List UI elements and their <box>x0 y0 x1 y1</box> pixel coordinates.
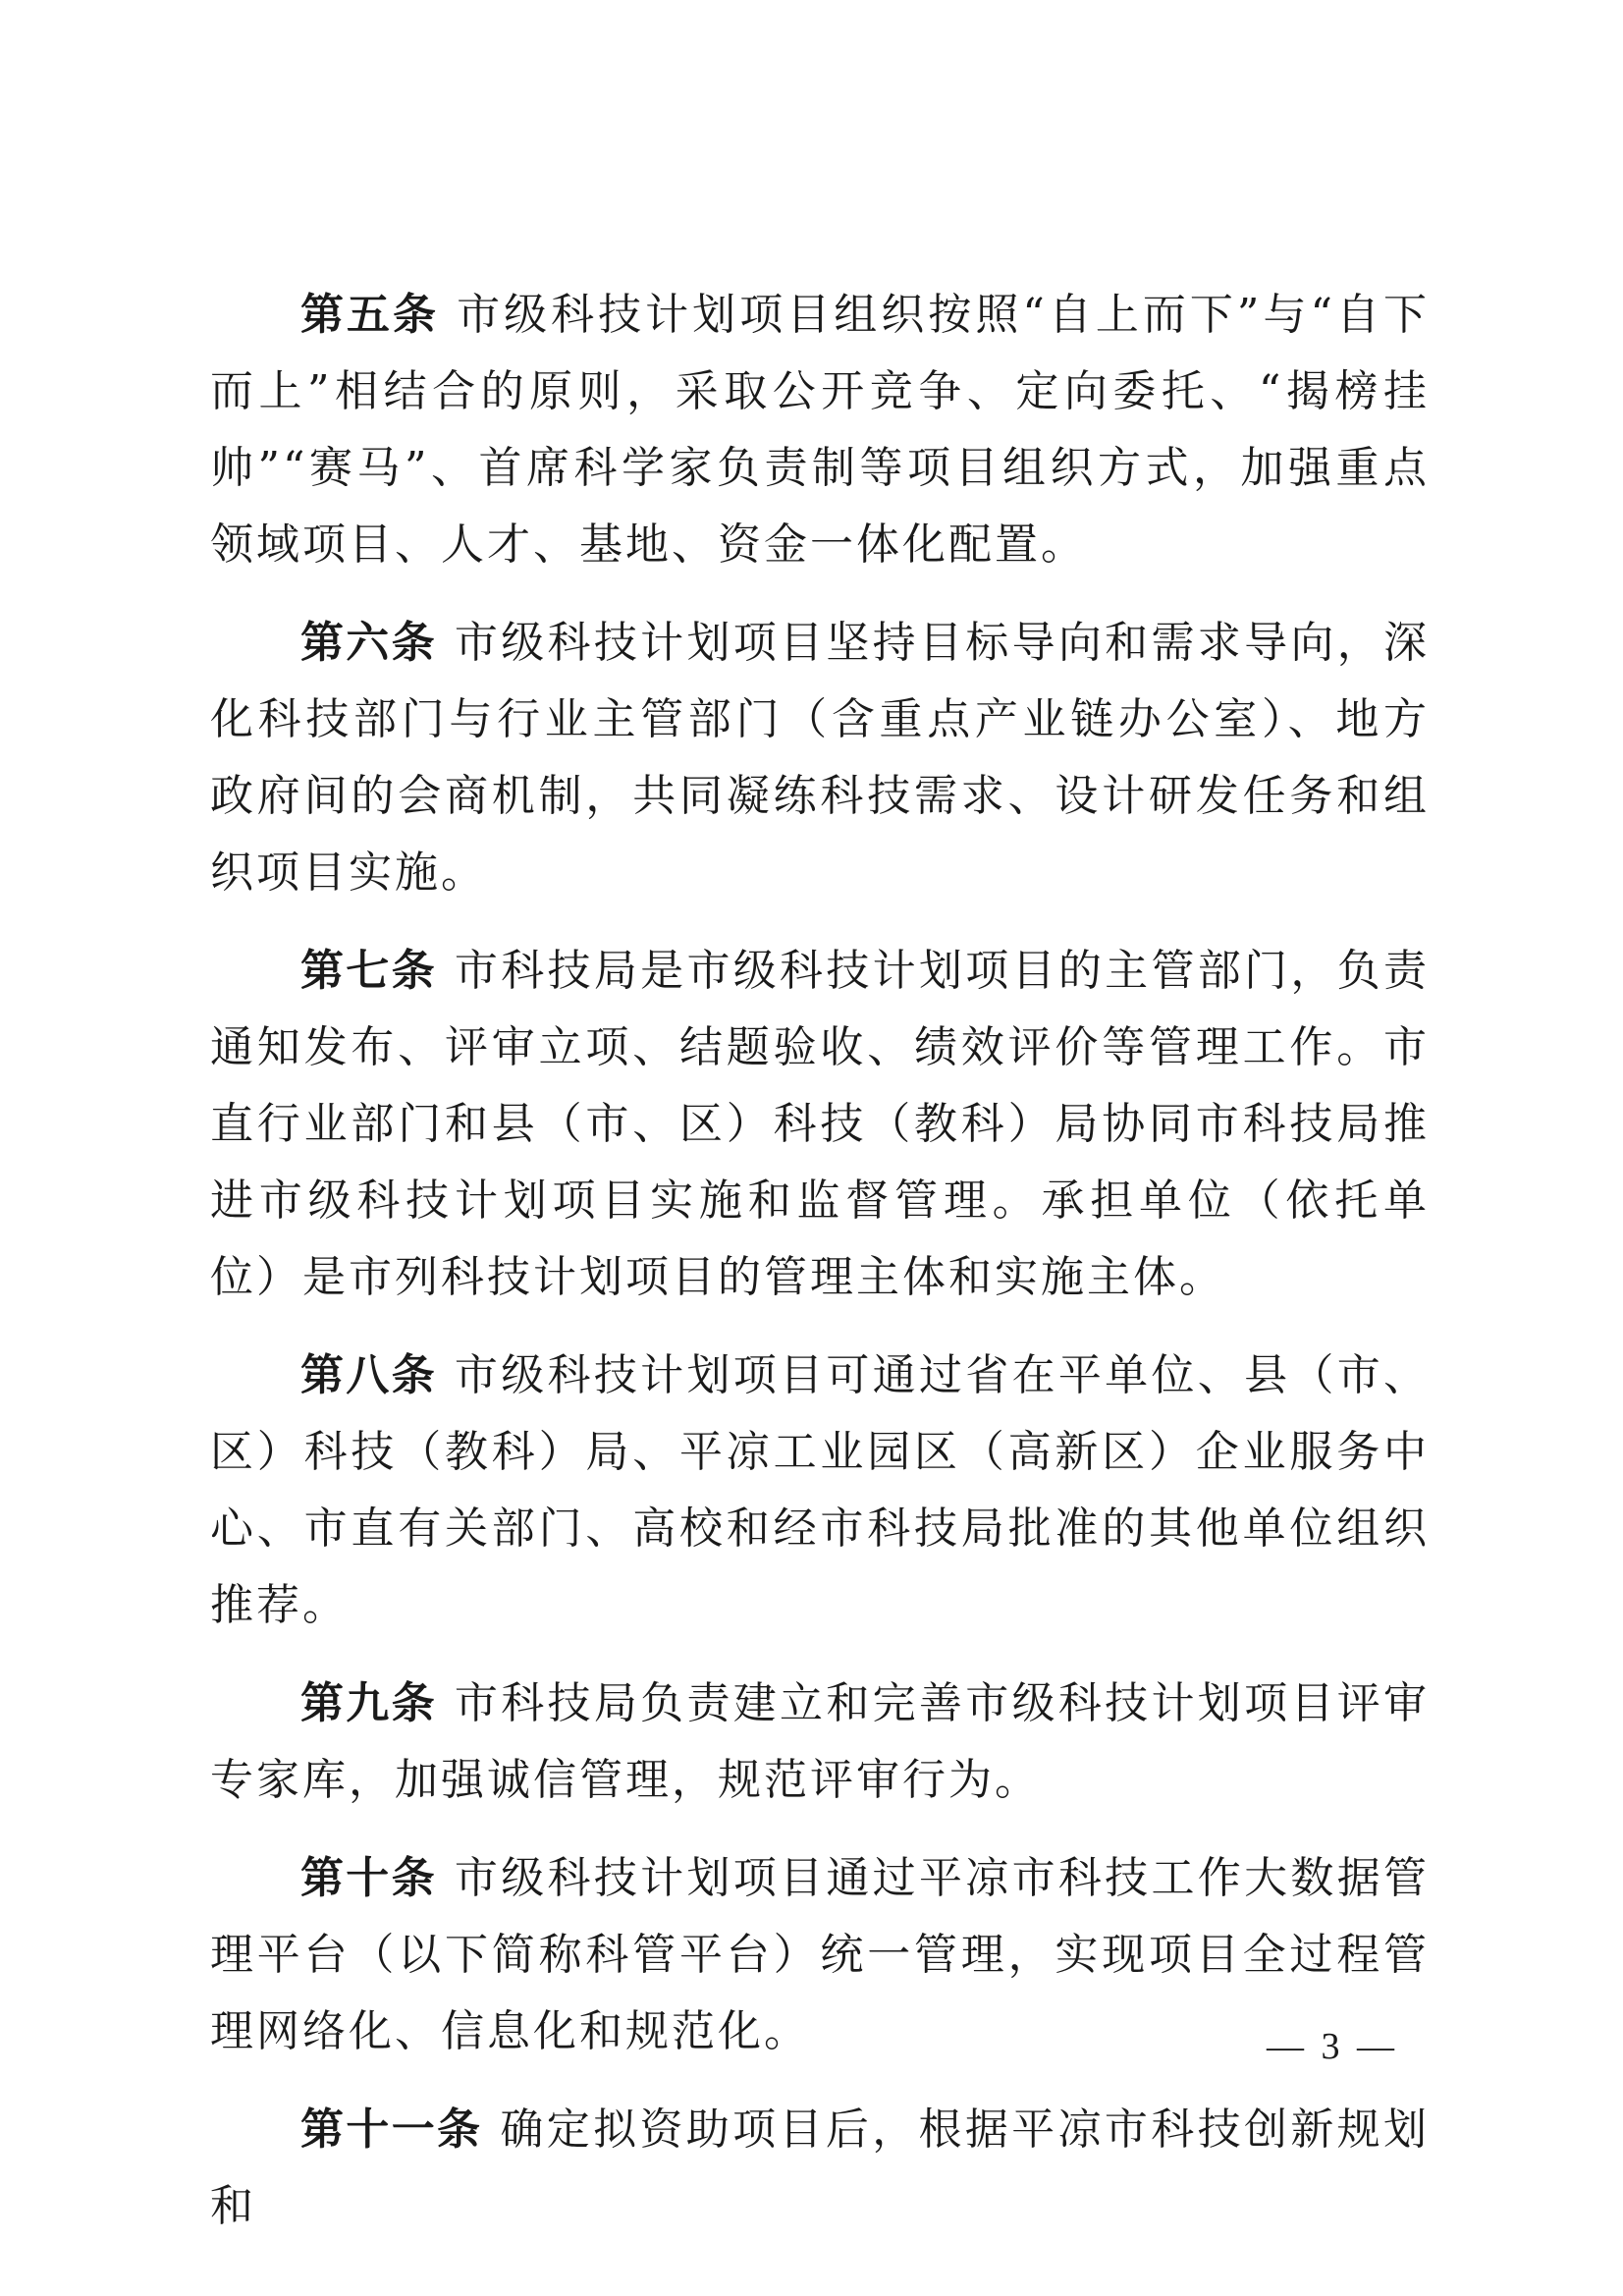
article-text: 确定拟资助项目后，根据平凉市科技创新规划和 <box>210 2105 1431 2231</box>
article-heading: 第九条 <box>300 1678 437 1728</box>
article-heading: 第八条 <box>300 1350 437 1400</box>
document-body <box>210 277 1430 2267</box>
article-heading: 第六条 <box>300 618 437 668</box>
article-heading: 第七条 <box>300 946 437 996</box>
article-text: 市级科技计划项目可通过省在平单位、县（市、区）科技（教科）局、平凉工业园区（高新区）企业服务中心、市直有关部门、高校和经市科技局批准的其他单位组织推荐。 <box>210 1350 1431 1630</box>
page-number: — 3 — <box>1267 2026 1398 2067</box>
article-text: 市级科技计划项目通过平凉市科技工作大数据管理平台（以下简称科管平台）统一管理，实现项目全过程管理网络化、信息化和规范化。 <box>210 1853 1431 2056</box>
article-7 <box>210 933 1430 1316</box>
article-heading: 第五条 <box>300 290 440 340</box>
article-8 <box>210 1338 1430 1644</box>
article-text: 市级科技计划项目坚持目标导向和需求导向，深化科技部门与行业主管部门（含重点产业链办公室）、地方政府间的会商机制，共同凝练科技需求、设计研发任务和组织项目实施。 <box>210 618 1431 898</box>
article-5 <box>210 277 1430 583</box>
article-9 <box>210 1666 1430 1819</box>
article-6 <box>210 605 1430 911</box>
article-text: 市科技局是市级科技计划项目的主管部门，负责通知发布、评审立项、结题验收、绩效评价等管理工作。市直行业部门和县（市、区）科技（教科）局协同市科技局推进市级科技计划项目实施和监督管理。承担单位（依托单位）是市列科技计划项目的管理主体和实施主体。 <box>210 946 1431 1302</box>
article-text: 市级科技计划项目组织按照“自上而下”与“自下而上”相结合的原则，采取公开竞争、定向委托、“揭榜挂帅”“赛马”、首席科学家负责制等项目组织方式，加强重点领域项目、人才、基地、资金一体化配置。 <box>210 290 1431 570</box>
article-11 <box>210 2092 1430 2245</box>
article-heading: 第十一条 <box>300 2105 483 2155</box>
article-text: 市科技局负责建立和完善市级科技计划项目评审专家库，加强诚信管理，规范评审行为。 <box>210 1678 1431 1805</box>
article-heading: 第十条 <box>300 1853 437 1903</box>
article-10 <box>210 1840 1430 2070</box>
